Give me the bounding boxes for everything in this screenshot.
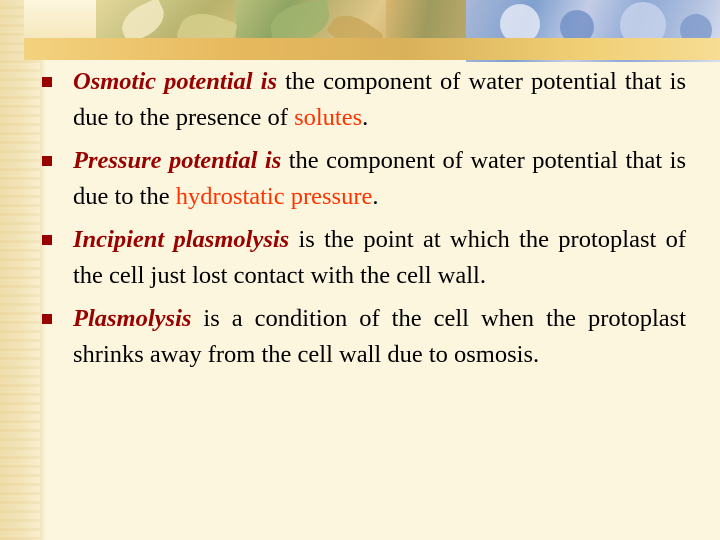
term-label: Incipient plasmolysis [73,226,290,253]
square-bullet-icon [42,314,52,324]
definition-text: is the point at which the protoplast of the cell just lost contact with the cell wall. [73,226,686,289]
highlight-text: solutes [294,104,363,131]
banner-gold-strip [24,38,720,60]
definition-tail: . [372,183,379,210]
definition-tail: . [362,104,369,131]
square-bullet-icon [42,156,52,166]
square-bullet-icon [42,77,52,87]
bullet-pressure-potential [40,143,686,215]
term-label: Pressure potential is [73,147,282,174]
term-label: Osmotic potential is [73,68,278,95]
definition-text: the component of water potential that is due to the presence of [73,68,687,131]
banner-pale-block [24,0,96,38]
bullet-incipient-plasmolysis [40,222,686,294]
bullet-plasmolysis [40,301,686,373]
top-decorative-banner [0,0,720,62]
bullet-list [40,64,686,380]
term-label: Plasmolysis [73,305,192,332]
bullet-osmotic-potential [40,64,686,136]
definition-text: the component of water potential that is due to the [73,147,686,210]
left-decorative-band [0,0,40,540]
square-bullet-icon [42,235,52,245]
highlight-text: hydrostatic pressure [175,183,373,210]
definition-text: is a condition of the cell when the protoplast shrinks away from the cell wall due to osmosis. [73,305,686,368]
